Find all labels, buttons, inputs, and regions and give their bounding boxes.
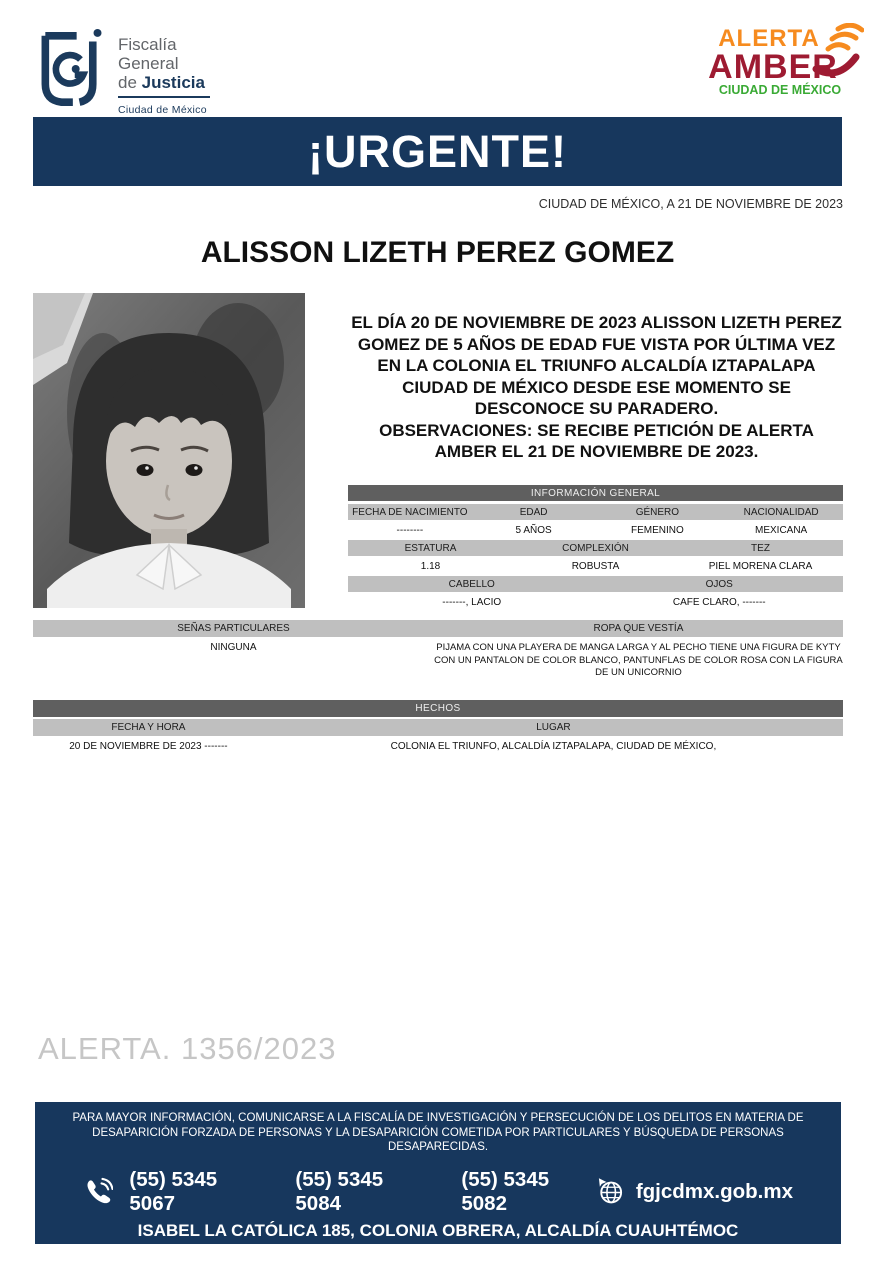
urgente-banner	[33, 117, 842, 186]
missing-person-photo	[33, 293, 305, 608]
value-tez: PIEL MORENA CLARA	[708, 560, 813, 572]
fgj-line2: General	[118, 54, 179, 73]
globe-icon	[597, 1178, 623, 1205]
value-senas-particulares: NINGUNA	[210, 642, 257, 653]
person-name: ALISSON LIZETH PEREZ GOMEZ	[200, 236, 675, 269]
phone-icon	[83, 1176, 113, 1207]
fgj-logo	[33, 28, 210, 120]
footer	[35, 1102, 841, 1265]
footer-phones	[129, 1168, 597, 1216]
value-genero: FEMENINO	[630, 524, 684, 536]
footer-address-line2: C.P. 06800, CIUDAD DE MÉXICO	[308, 1245, 568, 1265]
value-estatura: 1.18	[420, 560, 441, 572]
info-value-row-1	[348, 520, 843, 540]
header-senas-particulares: SEÑAS PARTICULARES	[177, 623, 290, 634]
header-edad: EDAD	[519, 506, 548, 518]
hechos-section	[33, 700, 843, 752]
description-paragraph: EL DÍA 20 DE NOVIEMBRE DE 2023 ALISSON LIZETH PEREZ GOMEZ DE 5 AÑOS DE EDAD FUE VISTA POR ÚLTIMA VEZ EN LA COLONIA EL TRIUNFO ALCALDÍA IZTAPALAPA CIUDAD DE MÉXICO DESDE ESE MOMENTO SE DESCONOCE SU PARADERO.	[351, 313, 842, 418]
header-ropa-vestia: ROPA QUE VESTÍA	[593, 623, 684, 634]
fgj-monogram-icon	[33, 28, 107, 110]
info-header-row-3	[348, 576, 843, 592]
header-lugar: LUGAR	[536, 722, 571, 733]
observations-paragraph: OBSERVACIONES: SE RECIBE PETICIÓN DE ALERTA AMBER EL 21 DE NOVIEMBRE DE 2023.	[379, 420, 814, 461]
header-fecha-nacimiento: FECHA DE NACIMIENTO	[352, 506, 468, 518]
hechos-value-row	[33, 736, 843, 752]
value-cabello: -------, LACIO	[442, 596, 502, 608]
header-complexion: COMPLEXIÓN	[562, 542, 629, 554]
amber-signal-icon	[812, 23, 864, 87]
fgj-line3: de Justicia	[118, 73, 205, 92]
value-ropa-vestia: PIJAMA CON UNA PLAYERA DE MANGA LARGA Y AL PECHO TIENE UNA FIGURA DE KYTY CON UN PANTALON DE COLOR BLANCO, PANTUNFLAS DE COLOR ROSA CON LA FIGURA DE UN UNICORNIO	[434, 642, 843, 678]
alert-number: ALERTA. 1356/2023	[38, 1031, 337, 1066]
info-header-row-2	[348, 540, 843, 556]
footer-contact-row	[35, 1168, 841, 1216]
header-tez: TEZ	[751, 542, 770, 554]
urgente-text: ¡URGENTE!	[308, 125, 567, 177]
fgj-subtitle: Ciudad de México	[118, 104, 207, 116]
value-fecha-nacimiento: --------	[396, 524, 424, 536]
phone-number-3: (55) 5345 5082	[461, 1167, 550, 1215]
value-complexion: ROBUSTA	[571, 560, 620, 572]
description	[348, 312, 845, 463]
phone-number-1: (55) 5345 5067	[129, 1167, 218, 1215]
senas-value-row	[33, 637, 843, 680]
footer-address-line1: ISABEL LA CATÓLICA 185, COLONIA OBRERA, ALCALDÍA CUAUHTÉMOC	[137, 1220, 739, 1240]
hechos-header-row	[33, 719, 843, 736]
header-fecha-hora: FECHA Y HORA	[111, 722, 186, 733]
fgj-line1: Fiscalía	[118, 35, 177, 54]
header-estatura: ESTATURA	[404, 542, 457, 554]
value-nacionalidad: MEXICANA	[755, 524, 808, 536]
fgj-divider	[118, 96, 210, 98]
fgj-logo-text	[118, 28, 210, 120]
alerta-amber-logo	[700, 27, 860, 98]
amber-word-cdmx: CIUDAD DE MÉXICO	[718, 83, 842, 97]
info-header-row-1	[348, 504, 843, 520]
hechos-title: HECHOS	[33, 700, 843, 717]
info-general-title: INFORMACIÓN GENERAL	[348, 485, 843, 501]
header-nacionalidad: NACIONALIDAD	[743, 506, 819, 518]
footer-website-link[interactable]: fgjcdmx.gob.mx	[635, 1179, 794, 1203]
phone-number-2: (55) 5345 5084	[295, 1167, 384, 1215]
footer-info-text: PARA MAYOR INFORMACIÓN, COMUNICARSE A LA FISCALÍA DE INVESTIGACIÓN Y PERSECUCIÓN DE LOS DELITOS EN MATERIA DE DESAPARICIÓN FORZADA DE PERSONAS Y LA DESAPARICIÓN COMETIDA POR PARTICULARES Y BÚSQUEDA DE PERSONAS DESAPARECIDAS.	[72, 1112, 804, 1153]
value-edad: 5 AÑOS	[515, 524, 552, 536]
senas-header-row	[33, 620, 843, 637]
value-lugar: COLONIA EL TRIUNFO, ALCALDÍA IZTAPALAPA, CIUDAD DE MÉXICO,	[390, 741, 717, 752]
value-ojos: CAFE CLARO, -------	[672, 596, 766, 608]
info-value-row-2	[348, 556, 843, 576]
senas-section	[33, 620, 843, 680]
header-genero: GÉNERO	[635, 506, 680, 518]
header-cabello: CABELLO	[448, 578, 495, 590]
amber-word-amber: AMBER	[708, 48, 838, 86]
value-fecha-hora: 20 DE NOVIEMBRE DE 2023 -------	[69, 741, 228, 752]
date-line: CIUDAD DE MÉXICO, A 21 DE NOVIEMBRE DE 2023	[538, 197, 843, 211]
info-value-row-3	[348, 592, 843, 612]
amber-word-alerta: ALERTA	[718, 25, 820, 52]
header-ojos: OJOS	[705, 578, 733, 590]
info-general-table	[348, 485, 843, 612]
